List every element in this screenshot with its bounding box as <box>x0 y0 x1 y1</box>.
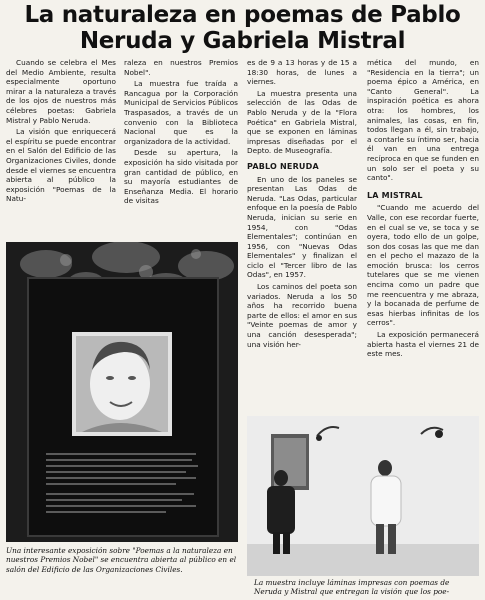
paragraph: mética del mundo, en "Residencia en la tierra"; un poema épico a América, en "Canto General". La inspiración poética es ahora otra: los hombres, los animales, las cosas, en fin, todos llegan a él, sin trabajo, a contarle su íntimo ser, hacia él van en una entrega recíproca en que se funden en un solo ser el poeta y su canto". <box>367 58 479 183</box>
paragraph: En uno de los paneles se presentan Las Odas de Neruda. "Las Odas, particular enfoque en la poesía de Pablo Neruda, inician su serie en 1954, con "Odas Elementales"; continúan en 1956, con "Nuevas Odas Elementales" y finalizan el ciclo el "Tercer libro de las Odas", en 1957. <box>247 174 357 280</box>
exhibition-panel-image <box>6 242 238 542</box>
exhibition-hall-image <box>247 416 479 576</box>
paragraph: Los caminos del poeta son variados. Neruda a los 50 años ha recorrido buena parte de ellos: el amor en sus "Veinte poemas de amor y una canción desesperada"; una visión her- <box>247 282 357 349</box>
article-column-2 <box>124 58 238 208</box>
article-column-1 <box>6 58 116 206</box>
headline-line-2: Neruda y Gabriela Mistral <box>79 28 406 54</box>
headline <box>0 2 485 54</box>
article-column-4 <box>367 58 479 361</box>
paragraph: La muestra presenta una selección de las Odas de Pablo Neruda y de la "Flora Poética" en Gabriela Mistral, que se exponen en láminas impresas diseñadas por el Depto. de Museografía. <box>247 88 357 156</box>
paragraph: La muestra fue traída a Rancagua por la Corporación Municipal de Servicios Públicos Traspasados, a través de un convenio con la Biblioteca Nacional que es la organizadora de la actividad. <box>124 79 238 146</box>
right-photo-caption: La muestra incluye láminas impresas con poemas de Neruda y Mistral que entregan la visión que los poe- <box>254 578 450 597</box>
paragraph: es de 9 a 13 horas y de 15 a 18:30 horas, de lunes a viernes. <box>247 58 357 87</box>
paragraph: "Cuando me acuerdo del Valle, con ese recordar fuerte, en el cual se ve, se toca y se oyera, todo ello de un golpe, son dos cosas las que me dan en el pecho el mazazo de la emoción brusca: los cerros tutelares que se me vienen encima como un padre que me reencuentra y me abraza, y la bocanada de perfume de esas hierbas infinitas de los cerros". <box>367 203 479 328</box>
exhibition-hall-photo <box>247 416 479 576</box>
subheading-la-mistral: LA MISTRAL <box>367 190 423 200</box>
article-column-3 <box>247 58 357 351</box>
paragraph: Desde su apertura, la exposición ha sido visitada por gran cantidad de público, en su mayoría estudiantes de Enseñanza Media. El horario de visitas <box>124 148 238 206</box>
headline-line-1: La naturaleza en poemas de Pablo <box>24 2 461 28</box>
subheading-pablo-neruda: PABLO NERUDA <box>247 161 319 171</box>
paragraph: La visión que enriquecerá el espíritu se puede encontrar en el Salón del Edificio de las Organizaciones Civiles, donde desde el viernes se encuentra abierta al público la exposición "Poemas de la Natu- <box>6 127 116 204</box>
left-photo-caption: Una interesante exposición sobre "Poemas a la naturaleza en nuestros Premios Nobel" se encuentra abierta al público en el salón del Edificio de las Organizaciones Civiles. <box>6 546 237 574</box>
paragraph: La exposición permanecerá abierta hasta el viernes 21 de este mes. <box>367 330 479 359</box>
paragraph: Cuando se celebra el Mes del Medio Ambiente, resulta especialmente oportuno mirar a la naturaleza a través de los ojos de nuestros más célebres poetas: Gabriela Mistral y Pablo Neruda. <box>6 58 116 125</box>
paragraph: raleza en nuestros Premios Nobel". <box>124 58 238 77</box>
exhibition-panel-photo <box>6 242 238 542</box>
